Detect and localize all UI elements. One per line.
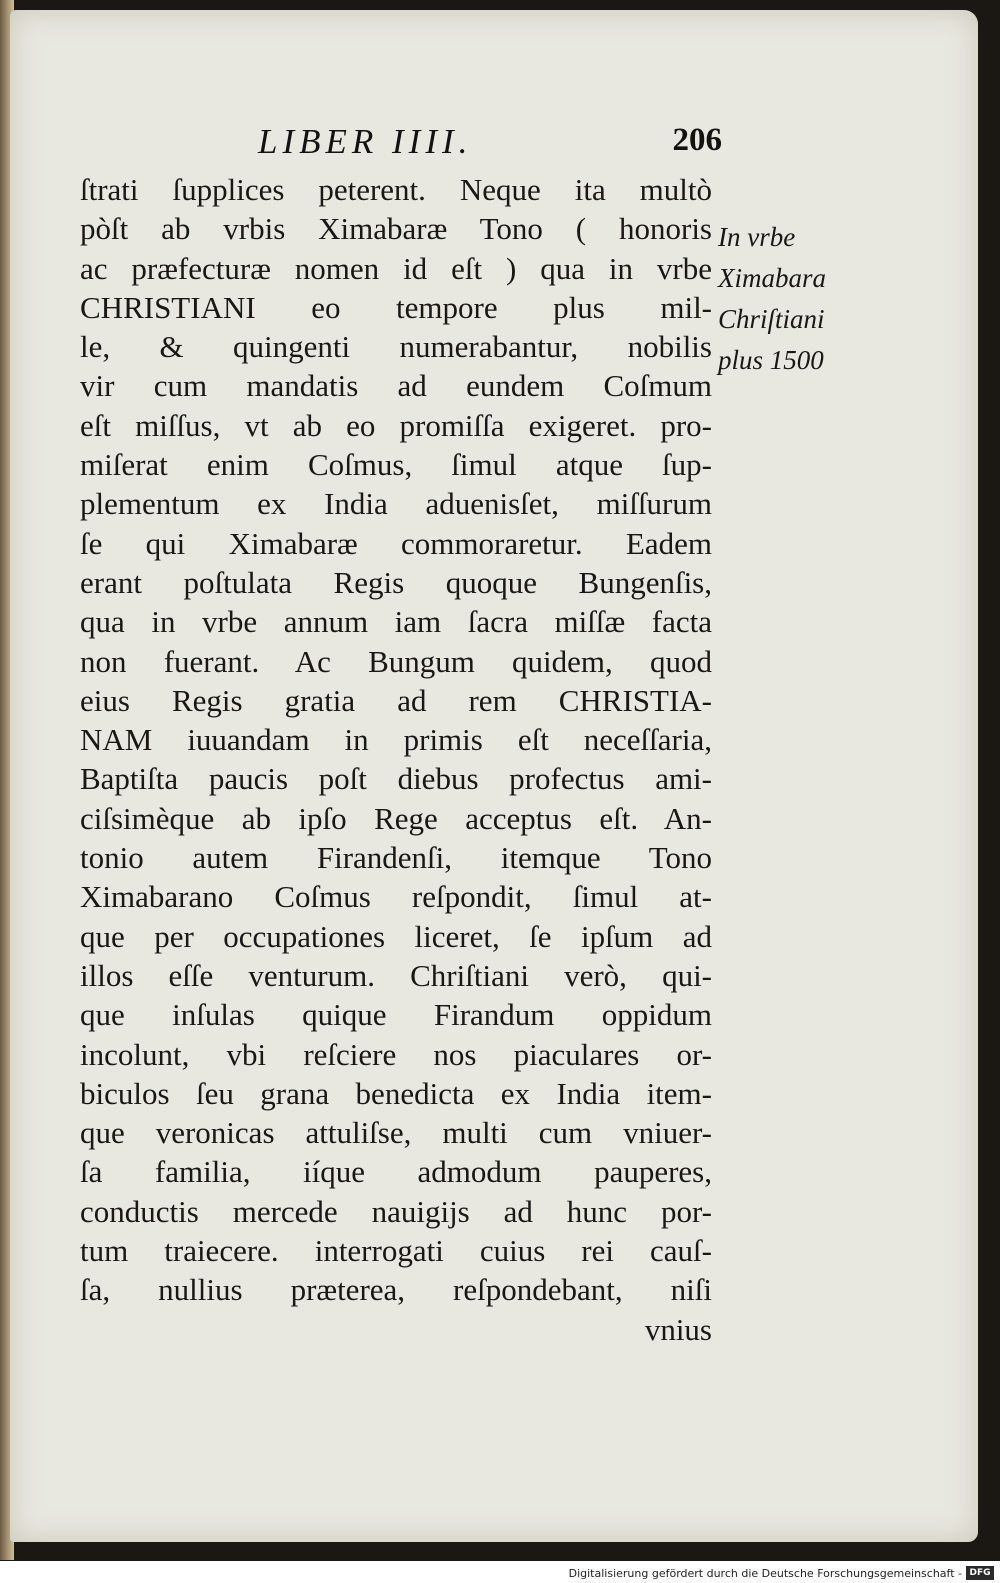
text-line: que veronicas attuliſse, multi cum vniuer-: [80, 1115, 712, 1151]
text-line: eſt miſſus, vt ab eo promiſſa exigeret. pro-: [80, 407, 712, 443]
margin-note-line: In vrbe: [718, 222, 796, 252]
text-line: que inſulas quique Firandum oppidum: [80, 997, 712, 1033]
body-text: [80, 170, 712, 1349]
text-line: erant poſtulata Regis quoque Bungenſis,: [80, 564, 712, 600]
margin-note-line: plus 1500: [718, 345, 824, 375]
text-line: ſe qui Ximabaræ commoraretur. Eadem: [80, 525, 712, 561]
text-line: eius Regis gratia ad rem CHRISTIA-: [80, 682, 712, 718]
page-number: 206: [672, 122, 722, 158]
text-line: ciſsimèque ab ipſo Rege acceptus eſt. An-: [80, 800, 712, 836]
text-line: ac præfecturæ nomen id eſt ) qua in vrbe: [80, 250, 712, 286]
margin-note-line: Ximabara: [718, 263, 826, 293]
text-line: le, & quingenti numerabantur, nobilis: [80, 329, 712, 365]
text-line: que per occupationes liceret, ſe ipſum ad: [80, 918, 712, 954]
text-line: vir cum mandatis ad eundem Coſmum: [80, 368, 712, 404]
text-line: NAM iuuandam in primis eſt neceſſaria,: [80, 722, 712, 758]
text-line: miſerat enim Coſmus, ſimul atque ſup-: [80, 447, 712, 483]
text-line: pòſt ab vrbis Ximabaræ Tono ( honoris: [80, 211, 712, 247]
text-line: ſa familia, iíque admodum pauperes,: [80, 1154, 712, 1190]
dfg-credit-text: Digitalisierung gefördert durch die Deutsche Forschungsgemeinschaft -: [568, 1567, 962, 1580]
text-line: Ximabarano Coſmus reſpondit, ſimul at-: [80, 879, 712, 915]
running-head: LIBER IIII.: [258, 122, 473, 161]
text-line: qua in vrbe annum iam ſacra miſſæ facta: [80, 604, 712, 640]
text-line: tonio autem Firandenſi, itemque Tono: [80, 840, 712, 876]
text-line: tum traiecere. interrogati cuius rei cauſ-: [80, 1233, 712, 1269]
digitization-footer: [0, 1561, 1000, 1583]
text-line: non fuerant. Ac Bungum quidem, quod: [80, 643, 712, 679]
page-header: [82, 122, 722, 170]
text-line: incolunt, vbi reſciere nos piaculares or-: [80, 1036, 712, 1072]
dfg-logo: DFG: [966, 1566, 994, 1580]
margin-note: [718, 217, 868, 381]
margin-note-line: Chriſtiani: [718, 304, 825, 334]
text-line: ſa, nullius præterea, reſpondebant, niſi: [80, 1272, 712, 1308]
text-line: biculos ſeu grana benedicta ex India item-: [80, 1075, 712, 1111]
book-page: [10, 10, 978, 1542]
text-line: CHRISTIANI eo tempore plus mil-: [80, 289, 712, 325]
text-line: plementum ex India aduenisſet, miſſurum: [80, 486, 712, 522]
text-line: Baptiſta paucis poſt diebus profectus ami-: [80, 761, 712, 797]
text-line: illos eſſe venturum. Chriſtiani verò, qui-: [80, 957, 712, 993]
catchword: vnius: [644, 1311, 712, 1347]
text-line: ſtrati ſupplices peterent. Neque ita multò: [80, 172, 712, 207]
text-line: conductis mercede nauigijs ad hunc por-: [80, 1193, 712, 1229]
